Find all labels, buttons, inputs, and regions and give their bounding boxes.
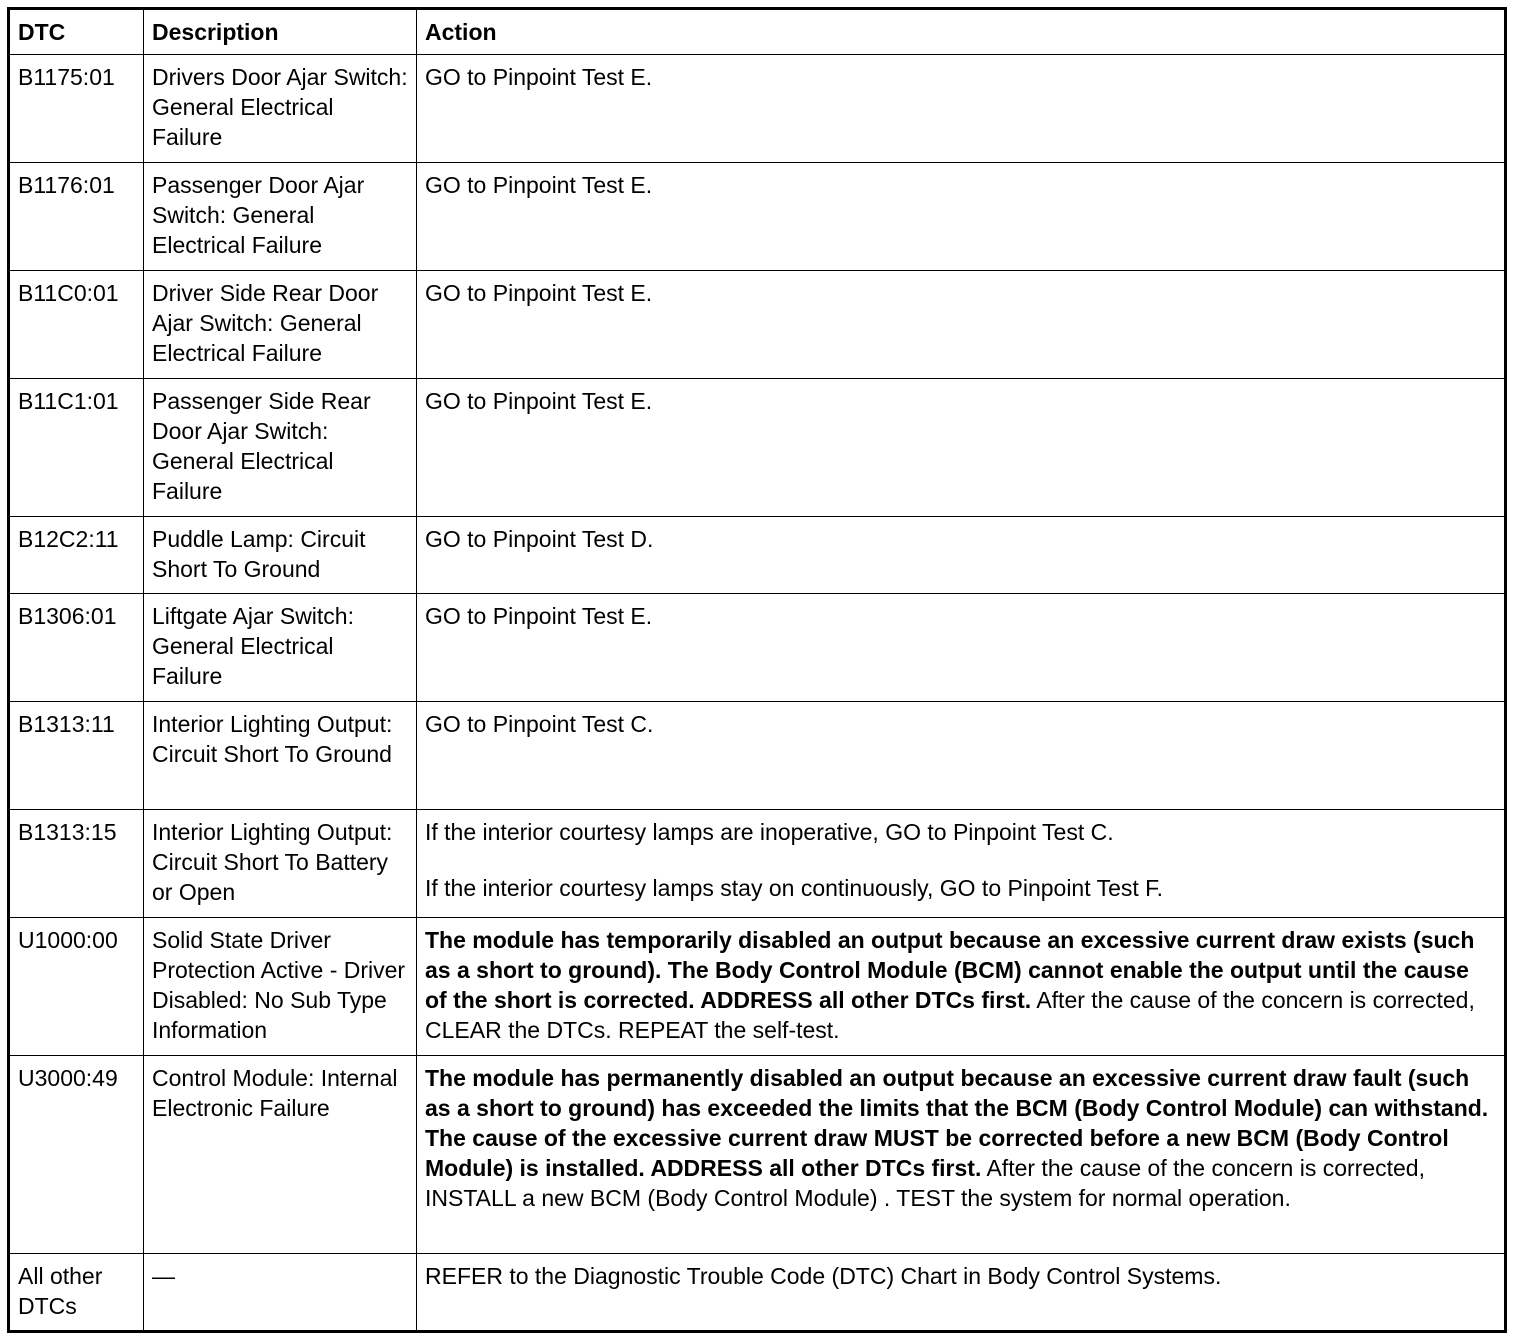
- header-dtc: DTC: [9, 9, 144, 55]
- dtc-cell: B12C2:11: [9, 517, 144, 594]
- action-text: GO to Pinpoint Test E.: [425, 280, 653, 306]
- action-cell: [417, 271, 1506, 379]
- action-cell: [417, 379, 1506, 517]
- action-text: After the cause of the concern is corrected, CLEAR the DTCs. REPEAT the self-test.: [425, 987, 1475, 1043]
- description-cell: Interior Lighting Output: Circuit Short To Battery or Open: [144, 810, 417, 918]
- action-text: GO to Pinpoint Test D.: [425, 526, 654, 552]
- description-cell: Liftgate Ajar Switch: General Electrical Failure: [144, 594, 417, 702]
- table-row: [9, 918, 1506, 1056]
- action-text: GO to Pinpoint Test E.: [425, 172, 653, 198]
- table-row: [9, 163, 1506, 271]
- dtc-cell: B1313:11: [9, 702, 144, 810]
- dtc-cell: B1175:01: [9, 55, 144, 163]
- table-row: [9, 594, 1506, 702]
- description-cell: Control Module: Internal Electronic Failure: [144, 1056, 417, 1254]
- header-row: [9, 9, 1506, 55]
- action-bold-text: The module has permanently disabled an output because an excessive current draw fault (such as a short to ground) has exceeded the limits that the BCM (Body Control Module) can withstand. The cause of the excessive current draw MUST be corrected before a new BCM (Body Control Module) is installed. ADDRESS all other DTCs first.: [425, 1065, 1489, 1181]
- action-text: REFER to the Diagnostic Trouble Code (DTC) Chart in Body Control Systems.: [425, 1263, 1222, 1289]
- dtc-cell: B11C0:01: [9, 271, 144, 379]
- header-action: Action: [417, 9, 1506, 55]
- description-cell: Driver Side Rear Door Ajar Switch: General Electrical Failure: [144, 271, 417, 379]
- dtc-cell: B1176:01: [9, 163, 144, 271]
- table-row: [9, 1056, 1506, 1254]
- header-description: Description: [144, 9, 417, 55]
- dtc-cell: U3000:49: [9, 1056, 144, 1254]
- action-cell: [417, 918, 1506, 1056]
- action-cell: [417, 517, 1506, 594]
- action-text: GO to Pinpoint Test E.: [425, 388, 653, 414]
- table-row: [9, 810, 1506, 918]
- description-cell: —: [144, 1254, 417, 1332]
- action-text: GO to Pinpoint Test C.: [425, 711, 654, 737]
- table-row: [9, 702, 1506, 810]
- dtc-cell: B1306:01: [9, 594, 144, 702]
- description-cell: Solid State Driver Protection Active - Driver Disabled: No Sub Type Information: [144, 918, 417, 1056]
- description-cell: Passenger Door Ajar Switch: General Electrical Failure: [144, 163, 417, 271]
- action-text: GO to Pinpoint Test E.: [425, 64, 653, 90]
- table-row: [9, 271, 1506, 379]
- action-cell: [417, 810, 1506, 918]
- dtc-cell: B1313:15: [9, 810, 144, 918]
- dtc-cell: B11C1:01: [9, 379, 144, 517]
- table-row: [9, 1254, 1506, 1332]
- action-bold-text: The module has temporarily disabled an output because an excessive current draw exists (such as a short to ground). The Body Control Module (BCM) cannot enable the output until the cause of the short is corrected. ADDRESS all other DTCs first.: [425, 927, 1475, 1013]
- action-cell: [417, 702, 1506, 810]
- action-cell: [417, 1254, 1506, 1332]
- table-row: [9, 55, 1506, 163]
- description-cell: Interior Lighting Output: Circuit Short To Ground: [144, 702, 417, 810]
- action-cell: [417, 594, 1506, 702]
- dtc-table: [7, 7, 1507, 1333]
- action-cell: [417, 1056, 1506, 1254]
- action-text: After the cause of the concern is corrected, INSTALL a new BCM (Body Control Module) . TEST the system for normal operation.: [425, 1155, 1425, 1211]
- description-cell: Passenger Side Rear Door Ajar Switch: General Electrical Failure: [144, 379, 417, 517]
- dtc-cell: U1000:00: [9, 918, 144, 1056]
- action-text: If the interior courtesy lamps are inoperative, GO to Pinpoint Test C.: [425, 819, 1114, 845]
- table-row: [9, 517, 1506, 594]
- table-row: [9, 379, 1506, 517]
- action-cell: [417, 55, 1506, 163]
- action-text: If the interior courtesy lamps stay on continuously, GO to Pinpoint Test F.: [425, 875, 1164, 901]
- action-cell: [417, 163, 1506, 271]
- description-cell: Puddle Lamp: Circuit Short To Ground: [144, 517, 417, 594]
- description-cell: Drivers Door Ajar Switch: General Electrical Failure: [144, 55, 417, 163]
- dtc-cell: All other DTCs: [9, 1254, 144, 1332]
- action-text: GO to Pinpoint Test E.: [425, 603, 653, 629]
